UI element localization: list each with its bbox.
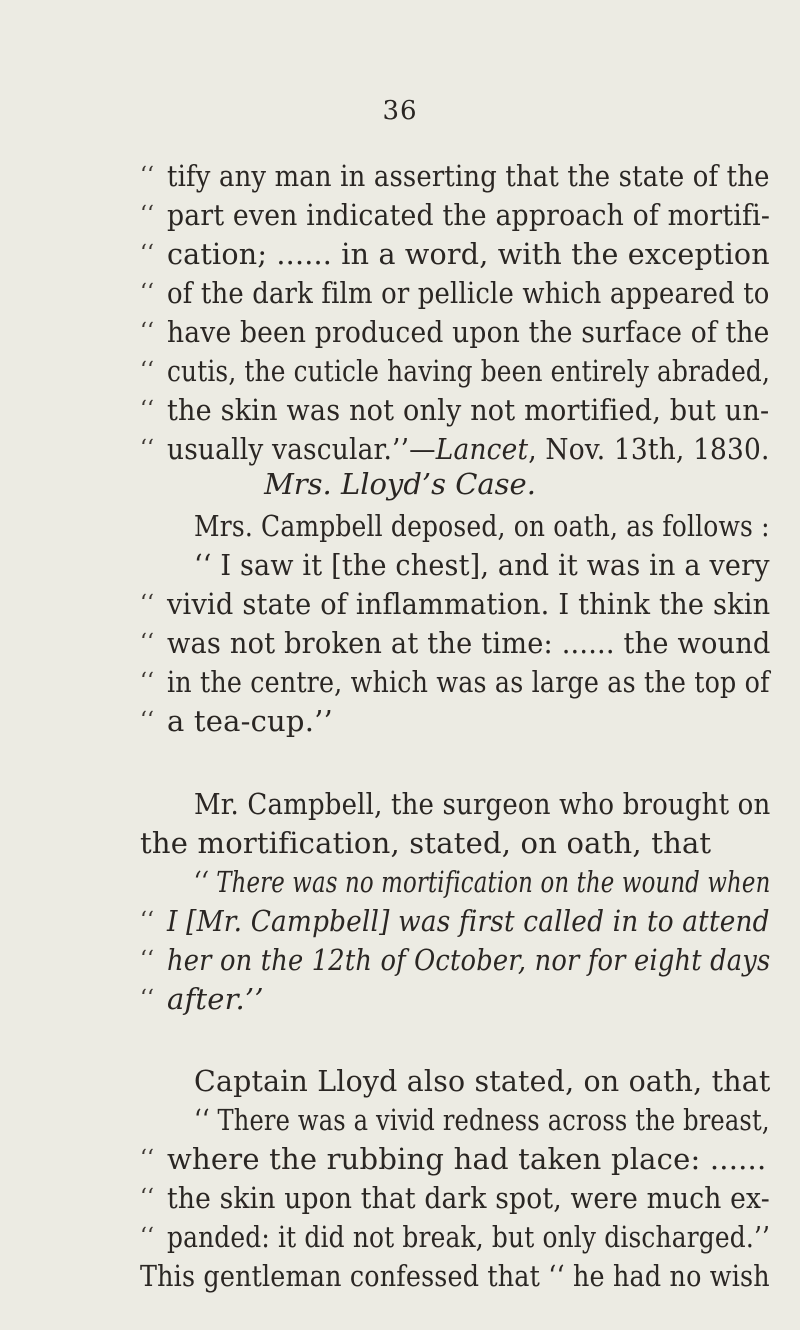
quote-mark: ‘‘ <box>140 1224 154 1249</box>
text-line: ‘‘ There was no mortification on the wound when <box>194 865 771 899</box>
text-line: ‘‘ There was a vivid redness across the breast, <box>194 1103 770 1137</box>
text-line: ‘‘ I saw it [the chest], and it was in a very <box>194 548 770 582</box>
text-line: where the rubbing had taken place: ...... <box>167 1142 767 1176</box>
text-line: Captain Lloyd also stated, on oath, that <box>194 1064 771 1098</box>
page-number: 36 <box>382 96 418 126</box>
text-segment: usually vascular.’’— <box>167 432 436 466</box>
quote-mark: ‘‘ <box>140 708 154 733</box>
journal-title: Lancet <box>435 432 529 466</box>
quote-mark: ‘‘ <box>140 436 154 461</box>
quote-mark: ‘‘ <box>140 986 154 1011</box>
quote-mark: ‘‘ <box>140 1146 154 1171</box>
text-line: I [Mr. Campbell] was first called in to attend <box>167 904 770 938</box>
text-line: the skin upon that dark spot, were much ex- <box>167 1181 770 1215</box>
quote-mark: ‘‘ <box>140 319 154 344</box>
quote-mark: ‘‘ <box>140 397 154 422</box>
text-line: tify any man in asserting that the state of the <box>167 159 770 193</box>
text-line: was not broken at the time: ...... the wound <box>167 626 771 660</box>
quote-mark: ‘‘ <box>140 280 154 305</box>
text-line: cutis, the cuticle having been entirely abraded, <box>167 354 771 388</box>
text-line: her on the 12th of October, nor for eight days <box>167 943 771 977</box>
text-line: have been produced upon the surface of the <box>167 315 770 349</box>
text-line: a tea-cup.’’ <box>167 704 333 738</box>
text-line: This gentleman confessed that ‘‘ he had no wish <box>140 1259 770 1293</box>
section-heading: Mrs. Lloyd’s Case. <box>264 467 536 501</box>
quote-mark: ‘‘ <box>140 241 154 266</box>
quote-mark: ‘‘ <box>140 669 154 694</box>
quote-mark: ‘‘ <box>140 591 154 616</box>
quote-mark: ‘‘ <box>140 358 154 383</box>
quote-mark: ‘‘ <box>140 908 154 933</box>
quote-mark: ‘‘ <box>140 947 154 972</box>
text-line: the skin was not only not mortified, but un- <box>167 393 770 427</box>
text-line: Mr. Campbell, the surgeon who brought on <box>194 787 771 821</box>
text-line: after.’’ <box>167 982 264 1016</box>
text-line: part even indicated the approach of mortifi- <box>167 198 771 232</box>
quote-mark: ‘‘ <box>140 1185 154 1210</box>
quote-mark: ‘‘ <box>140 202 154 227</box>
text-line: vivid state of inflammation. I think the skin <box>167 587 771 621</box>
text-line: of the dark film or pellicle which appeared to <box>167 276 770 310</box>
quote-mark: ‘‘ <box>140 630 154 655</box>
text-line: cation; ...... in a word, with the exception <box>167 237 770 271</box>
text-line: the mortification, stated, on oath, that <box>140 826 712 860</box>
text-line: Mrs. Campbell deposed, on oath, as follows : <box>194 509 770 543</box>
text-line <box>167 431 770 467</box>
quote-mark: ‘‘ <box>140 163 154 188</box>
text-line: panded: it did not break, but only discharged.’’ <box>167 1220 771 1254</box>
text-segment: , Nov. 13th, 1830. <box>528 432 770 466</box>
text-line: in the centre, which was as large as the top of <box>167 665 770 699</box>
